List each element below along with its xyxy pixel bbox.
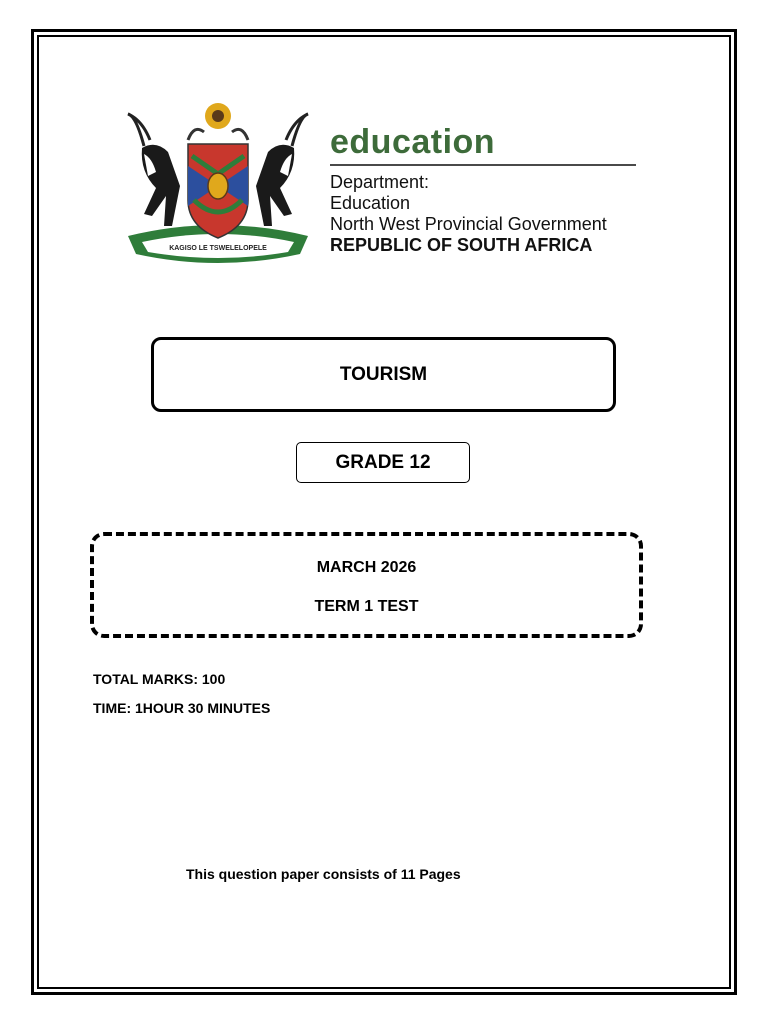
total-marks: TOTAL MARKS: 100 xyxy=(93,671,226,687)
subject-box xyxy=(151,337,616,412)
brand-line-country: REPUBLIC OF SOUTH AFRICA xyxy=(330,235,593,255)
test-name: TERM 1 TEST xyxy=(314,598,419,615)
grade-box xyxy=(296,442,470,483)
brand-divider xyxy=(330,164,636,166)
crest-motto: KAGISO LE TSWELELOPELE xyxy=(169,245,267,252)
exam-date: MARCH 2026 xyxy=(316,559,417,576)
brand-line-province: North West Provincial Government xyxy=(330,214,607,234)
coat-of-arms-logo xyxy=(122,96,314,268)
department-branding xyxy=(330,122,640,256)
brand-line-education: Education xyxy=(330,193,411,213)
brand-title: education xyxy=(330,123,496,161)
time-allowed: TIME: 1HOUR 30 MINUTES xyxy=(93,700,271,716)
page-count-note: This question paper consists of 11 Pages xyxy=(186,866,461,882)
test-details-box xyxy=(90,532,643,638)
subject-title: TOURISM xyxy=(339,363,428,385)
brand-line-department: Department: xyxy=(330,172,430,192)
grade-label: GRADE 12 xyxy=(335,451,431,473)
